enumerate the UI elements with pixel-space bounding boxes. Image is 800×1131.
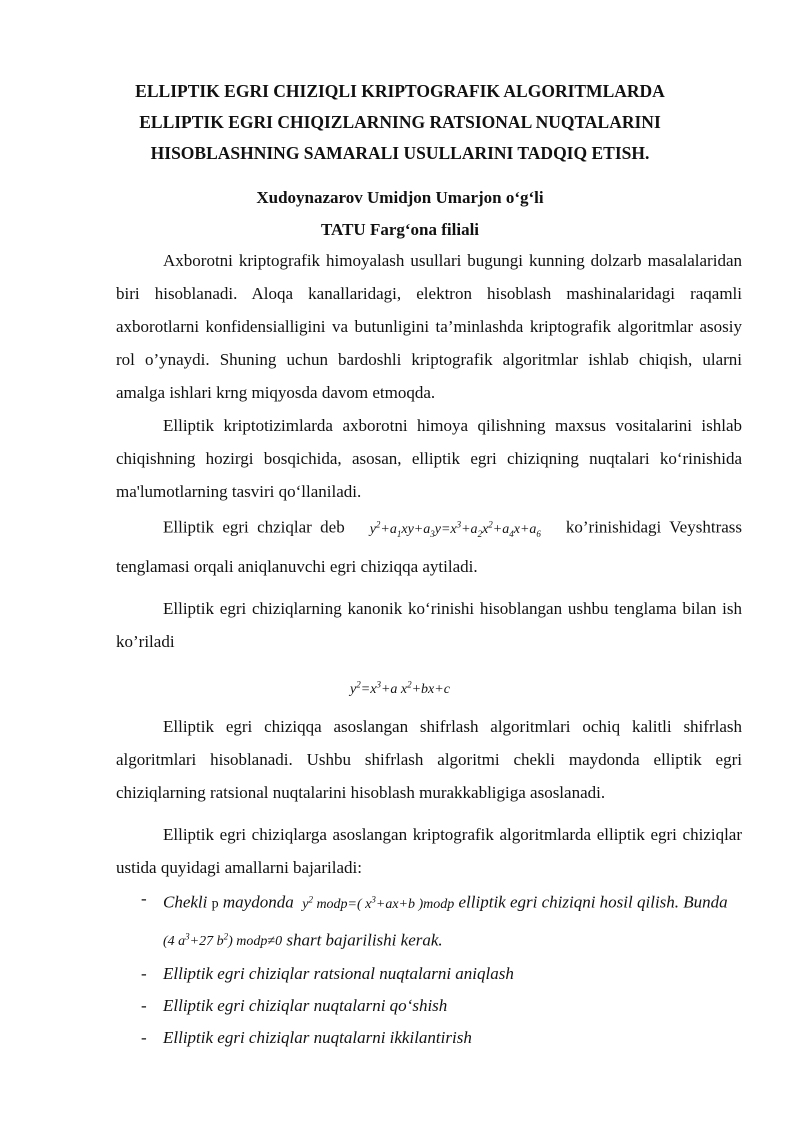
paragraph-5: Elliptik egri chiziqqa asoslangan shifrlash algoritmlari ochiq kalitli shifrlash algoritmlari hisoblanadi. Ushbu shifrlash algoritmi chekli maydonda elliptik egri chiziqlarning ratsional nuqtalarini hisoblash murakkabligiga asoslanadi.	[116, 717, 742, 802]
weierstrass-equation: $y^2+a_1xy+a_3y=x^3+a_2x^2+a_4x+a_6$	[369, 519, 541, 539]
paragraph-3-lead: Elliptik egri chziqlar deb	[163, 517, 345, 537]
paragraph-3	[116, 508, 742, 583]
paragraph-1: Axborotni kriptografik himoyalash usullari bugungi kunning dolzarb masalalaridan biri hisoblanadi. Aloqa kanallaridagi, elektron hisoblash mashinalaridagi raqamli axborotlarni konfidensialligini va butunligini ta’minlashda kriptografik algoritmlar asosiy rol o’ynaydi. Shuning uchun bardoshli kriptografik algoritmlar ishlab chiqish, ularni amalga ishlari krng miqyosda davom etmoqda.	[116, 251, 742, 402]
paragraph-3-tail: ko’rinishidagi Veyshtrass tenglamasi orqali aniqlanuvchi egri chiziqqa aytiladi.	[116, 517, 743, 577]
title-line-1: ELLIPTIK EGRI CHIZIQLI KRIPTOGRAFIK ALGORITMLARDA	[135, 81, 665, 101]
operations-list	[116, 883, 742, 1054]
paragraph-6: Elliptik egri chiziqlarga asoslangan kriptografik algoritmlarda elliptik egri chiziqlar ustida quyidagi amallarni bajariladi:	[116, 825, 742, 877]
list-item: - Elliptik egri chiziqlar ratsional nuqtalarni aniqlash	[116, 958, 742, 990]
list-item: - Elliptik egri chiziqlar nuqtalarni ikkilantirish	[116, 1022, 742, 1054]
list-item: - Elliptik egri chiziqlar nuqtalarni qo‘shish	[116, 990, 742, 1022]
paper-title	[100, 76, 700, 169]
title-line-3: HISOBLASHNING SAMARALI USULLARINI TADQIQ ETISH.	[150, 143, 650, 163]
discriminant-condition: (4 $a^3+27$ $b^2$) modp≠0	[163, 931, 283, 950]
author-affiliation: TATU Farg‘ona filiali	[320, 220, 480, 239]
author-name: Xudoynazarov Umidjon Umarjon o‘g‘li	[256, 188, 544, 207]
title-line-2: ELLIPTIK EGRI CHIQIZLARNING RATSIONAL NUQTALARINI	[139, 112, 661, 132]
canonical-equation: $y^2=x^3+a$ $x^2+bx+c$	[350, 679, 450, 697]
paragraph-4: Elliptik egri chiziqlarning kanonik ko‘rinishi hisoblangan ushbu tenglama bilan ish ko’riladi	[116, 599, 742, 651]
curve-mod-equation: $y^2$ modp=( $x^3+ax+b$ )modp	[302, 894, 455, 912]
list-item: - Chekli p maydonda $y^2$ modp=( $x^3+ax+b$ )modp elliptik egri chiziqni hosil qilish. Bunda (4 $a^3+27$ $b^2$) modp≠0 shart bajarilishi kerak.	[116, 883, 742, 958]
paragraph-2: Elliptik kriptotizimlarda axborotni himoya qilishning maxsus vositalarini ishlab chiqishning hozirgi bosqichida, asosan, elliptik egri chiziqning nuqtalari ko‘rinishida ma'lumotlarning tasviri qo‘llaniladi.	[116, 416, 742, 501]
